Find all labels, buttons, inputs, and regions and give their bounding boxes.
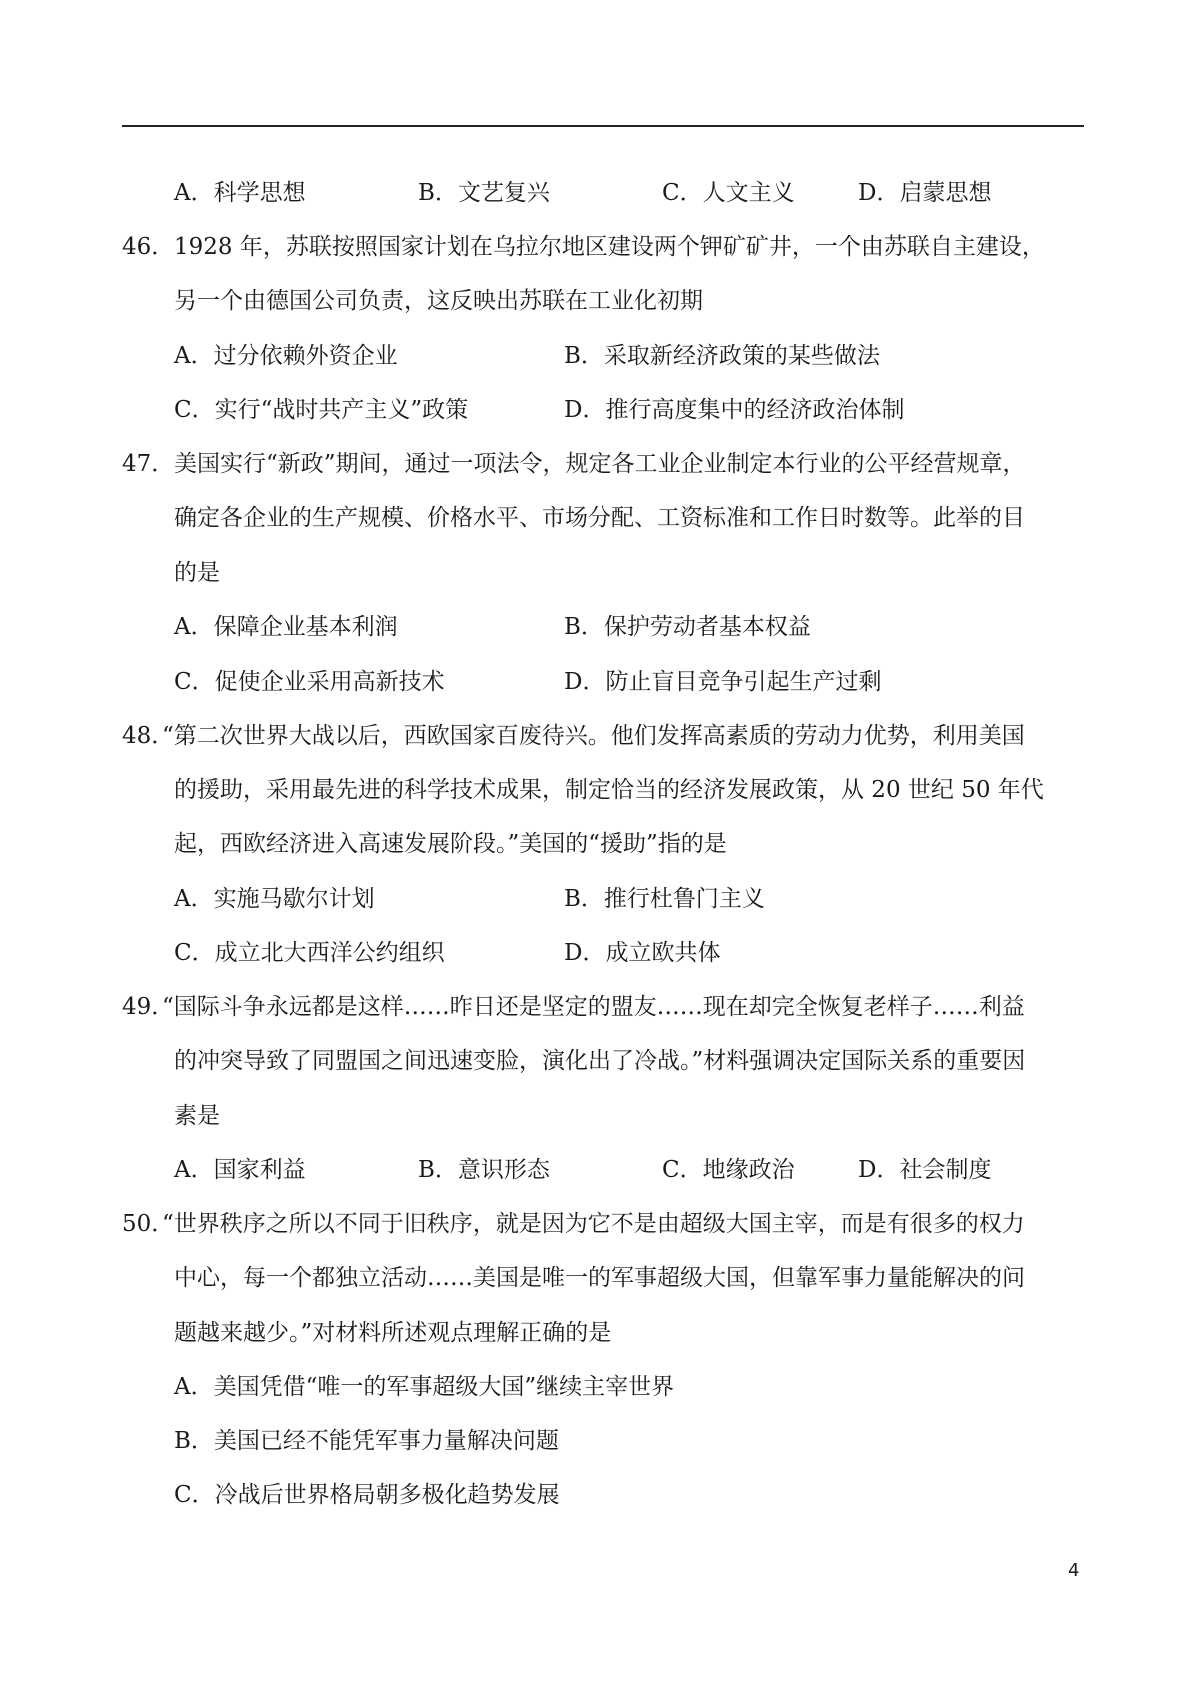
q47-stem-line-2: 确定各企业的生产规模、价格水平、市场分配、工资标准和工作日时数等。此举的目 xyxy=(174,505,1025,531)
q50-stem-line-2: 中心，每一个都独立活动……美国是唯一的军事超级大国，但靠军事力量能解决的问 xyxy=(174,1265,1025,1291)
q46-option-c: C．实行“战时共产主义”政策 xyxy=(174,397,469,423)
q47-option-c: C．促使企业采用高新技术 xyxy=(174,669,445,695)
q49-stem-line-1: “国际斗争永远都是这样……昨日还是坚定的盟友……现在却完全恢复老样子……利益 xyxy=(162,994,1025,1020)
q50-option-a: A．美国凭借“唯一的军事超级大国”继续主宰世界 xyxy=(174,1374,675,1400)
q49-option-d: D．社会制度 xyxy=(858,1157,992,1183)
q50-number: 50． xyxy=(122,1211,175,1237)
q49-option-c: C．地缘政治 xyxy=(662,1157,795,1183)
q46-option-b: B．采取新经济政策的某些做法 xyxy=(564,343,880,369)
q49-number: 49． xyxy=(122,994,175,1020)
q46-option-a: A．过分依赖外资企业 xyxy=(174,343,398,369)
q45-option-b: B．文艺复兴 xyxy=(418,180,550,206)
q50-option-c: C．冷战后世界格局朝多极化趋势发展 xyxy=(174,1482,560,1508)
q48-option-b: B．推行杜鲁门主义 xyxy=(564,886,765,912)
q47-stem-line-3: 的是 xyxy=(174,560,220,586)
q48-stem-line-3: 起，西欧经济进入高速发展阶段。”美国的“援助”指的是 xyxy=(174,831,727,857)
q45-option-a: A．科学思想 xyxy=(174,180,306,206)
q48-stem-line-2: 的援助，采用最先进的科学技术成果，制定恰当的经济发展政策，从 20 世纪 50 年代 xyxy=(174,777,1044,803)
q49-option-a: A．国家利益 xyxy=(174,1157,306,1183)
q47-stem-line-1: 美国实行“新政”期间，通过一项法令，规定各工业企业制定本行业的公平经营规章， xyxy=(174,451,1026,477)
q47-option-d: D．防止盲目竞争引起生产过剩 xyxy=(564,669,882,695)
q47-option-b: B．保护劳动者基本权益 xyxy=(564,614,811,640)
header-rule xyxy=(122,125,1084,127)
q48-option-a: A．实施马歇尔计划 xyxy=(174,886,375,912)
page-number: 4 xyxy=(1068,1560,1080,1581)
q48-option-d: D．成立欧共体 xyxy=(564,940,721,966)
q49-stem-line-2: 的冲突导致了同盟国之间迅速变脸，演化出了冷战。”材料强调决定国际关系的重要因 xyxy=(174,1048,1026,1074)
q48-stem-line-1: “第二次世界大战以后，西欧国家百废待兴。他们发挥高素质的劳动力优势，利用美国 xyxy=(162,723,1025,749)
q46-number: 46． xyxy=(122,234,175,260)
q45-option-d: D．启蒙思想 xyxy=(858,180,992,206)
q46-stem-line-1: 1928 年，苏联按照国家计划在乌拉尔地区建设两个钾矿矿井，一个由苏联自主建设， xyxy=(174,234,1045,260)
q49-stem-line-3: 素是 xyxy=(174,1103,220,1129)
q50-stem-line-3: 题越来越少。”对材料所述观点理解正确的是 xyxy=(174,1320,612,1346)
q48-option-c: C．成立北大西洋公约组织 xyxy=(174,940,445,966)
q45-option-c: C．人文主义 xyxy=(662,180,795,206)
q50-option-b: B．美国已经不能凭军事力量解决问题 xyxy=(174,1428,559,1454)
q46-stem-line-2: 另一个由德国公司负责，这反映出苏联在工业化初期 xyxy=(174,288,703,314)
q47-option-a: A．保障企业基本利润 xyxy=(174,614,398,640)
q47-number: 47． xyxy=(122,451,175,477)
q46-option-d: D．推行高度集中的经济政治体制 xyxy=(564,397,905,423)
q50-stem-line-1: “世界秩序之所以不同于旧秩序，就是因为它不是由超级大国主宰，而是有很多的权力 xyxy=(162,1211,1025,1237)
q49-option-b: B．意识形态 xyxy=(418,1157,550,1183)
q48-number: 48． xyxy=(122,723,175,749)
